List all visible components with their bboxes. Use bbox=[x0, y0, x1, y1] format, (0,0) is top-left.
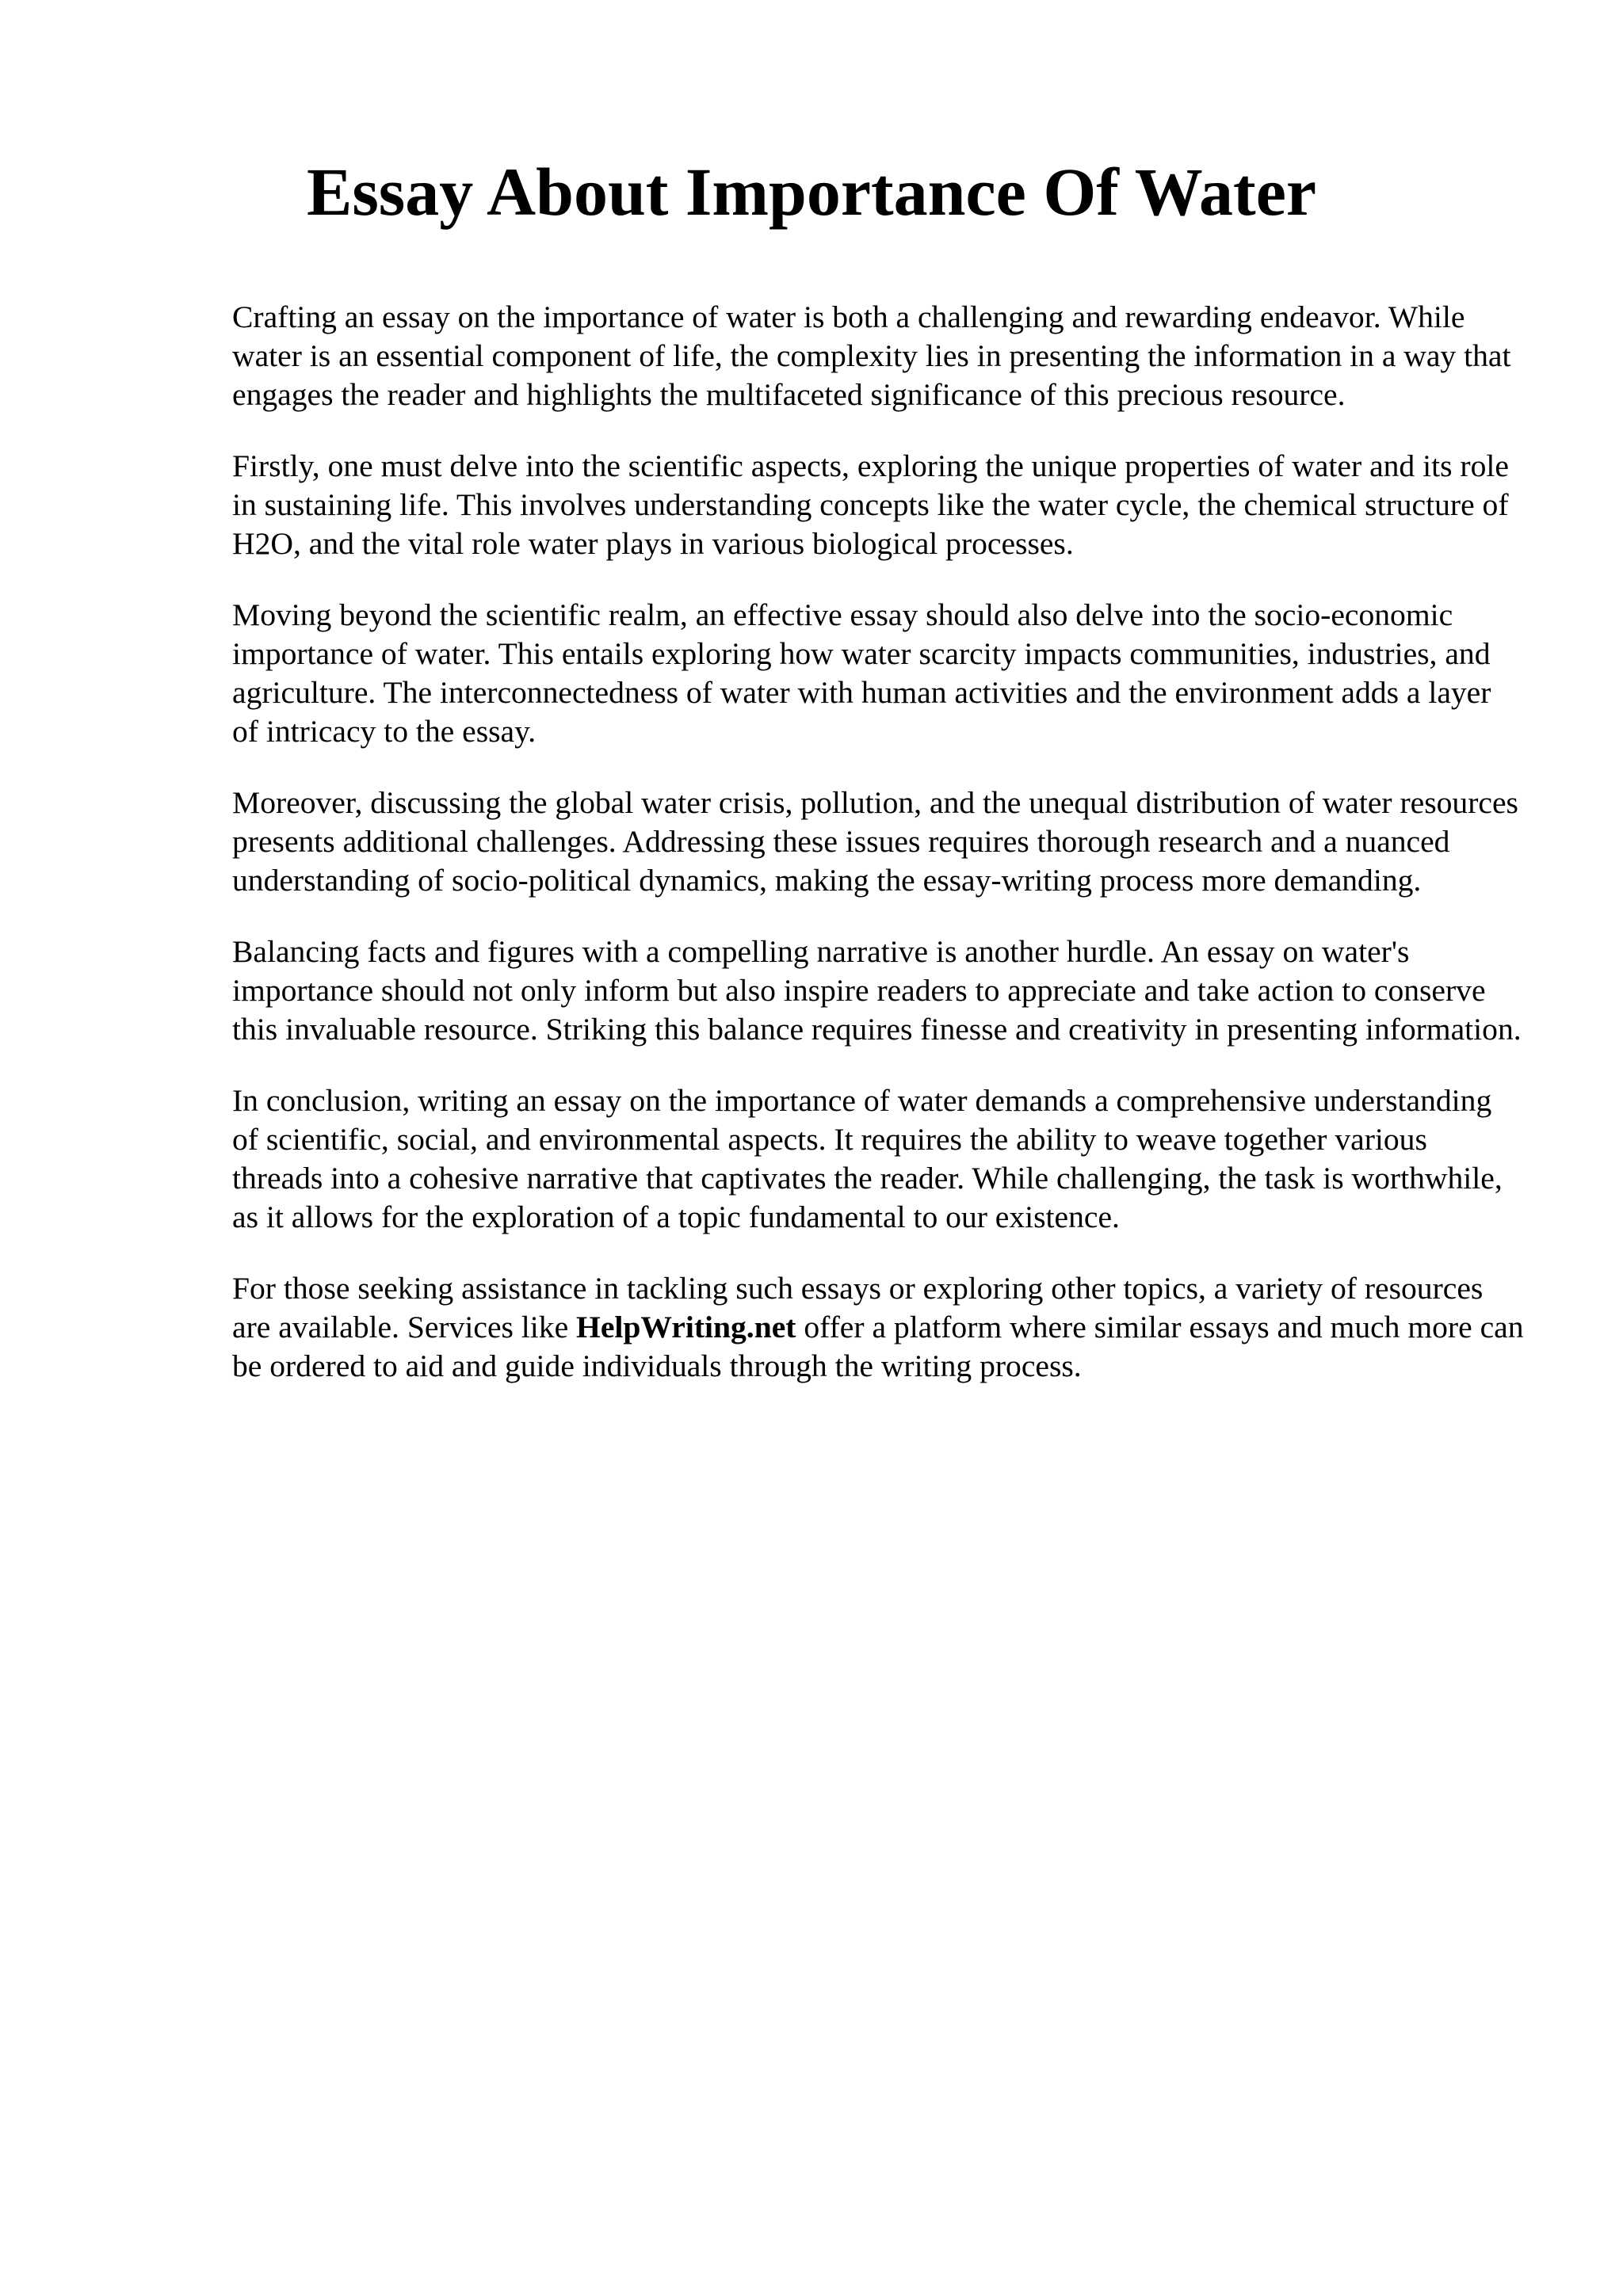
paragraph-global-crisis: Moreover, discussing the global water crisis, pollution, and the unequal distribution of water resources presents additional challenges. Addressing these issues requires thorough research and a nuanced understanding of socio-political dynamics, making the essay-writing process more demanding. bbox=[232, 785, 1518, 898]
paragraph-scientific: Firstly, one must delve into the scientific aspects, exploring the unique properties of water and its role in sustaining life. This involves understanding concepts like the water cycle, the chemical structure of H2O, and the vital role water plays in various biological processes. bbox=[232, 448, 1509, 561]
paragraph-closing bbox=[232, 1269, 1524, 1386]
service-brand-name: HelpWriting.net bbox=[576, 1310, 796, 1344]
page-title: Essay About Importance Of Water bbox=[306, 154, 1317, 230]
paragraph-socio-economic: Moving beyond the scientific realm, an effective essay should also delve into the socio-economic importance of water. This entails exploring how water scarcity impacts communities, industries, and agriculture. The interconnectedness of water with human activities and the environment adds a layer of intricacy to the essay. bbox=[232, 597, 1491, 749]
paragraph-narrative: Balancing facts and figures with a compelling narrative is another hurdle. An essay on water's importance should not only inform but also inspire readers to appreciate and take action to conserve this invaluable resource. Striking this balance requires finesse and creativity in presenting information. bbox=[232, 934, 1522, 1047]
essay-body bbox=[232, 298, 1524, 1418]
paragraph-intro: Crafting an essay on the importance of water is both a challenging and rewarding endeavor. While water is an essential component of life, the complexity lies in presenting the information in a way that engages the reader and highlights the multifaceted significance of this precious resource. bbox=[232, 299, 1511, 412]
closing-text-before: For those seeking assistance in tackling such essays or exploring other topics, a variety of resources are available. Services like bbox=[232, 1271, 1484, 1344]
closing-text-after: offer a platform where similar essays and much more can be ordered to aid and guide individuals through the writing process. bbox=[232, 1310, 1524, 1383]
paragraph-conclusion: In conclusion, writing an essay on the importance of water demands a comprehensive understanding of scientific, social, and environmental aspects. It requires the ability to weave together various threads into a cohesive narrative that captivates the reader. While challenging, the task is worthwhile, as it allows for the exploration of a topic fundamental to our existence. bbox=[232, 1083, 1503, 1234]
